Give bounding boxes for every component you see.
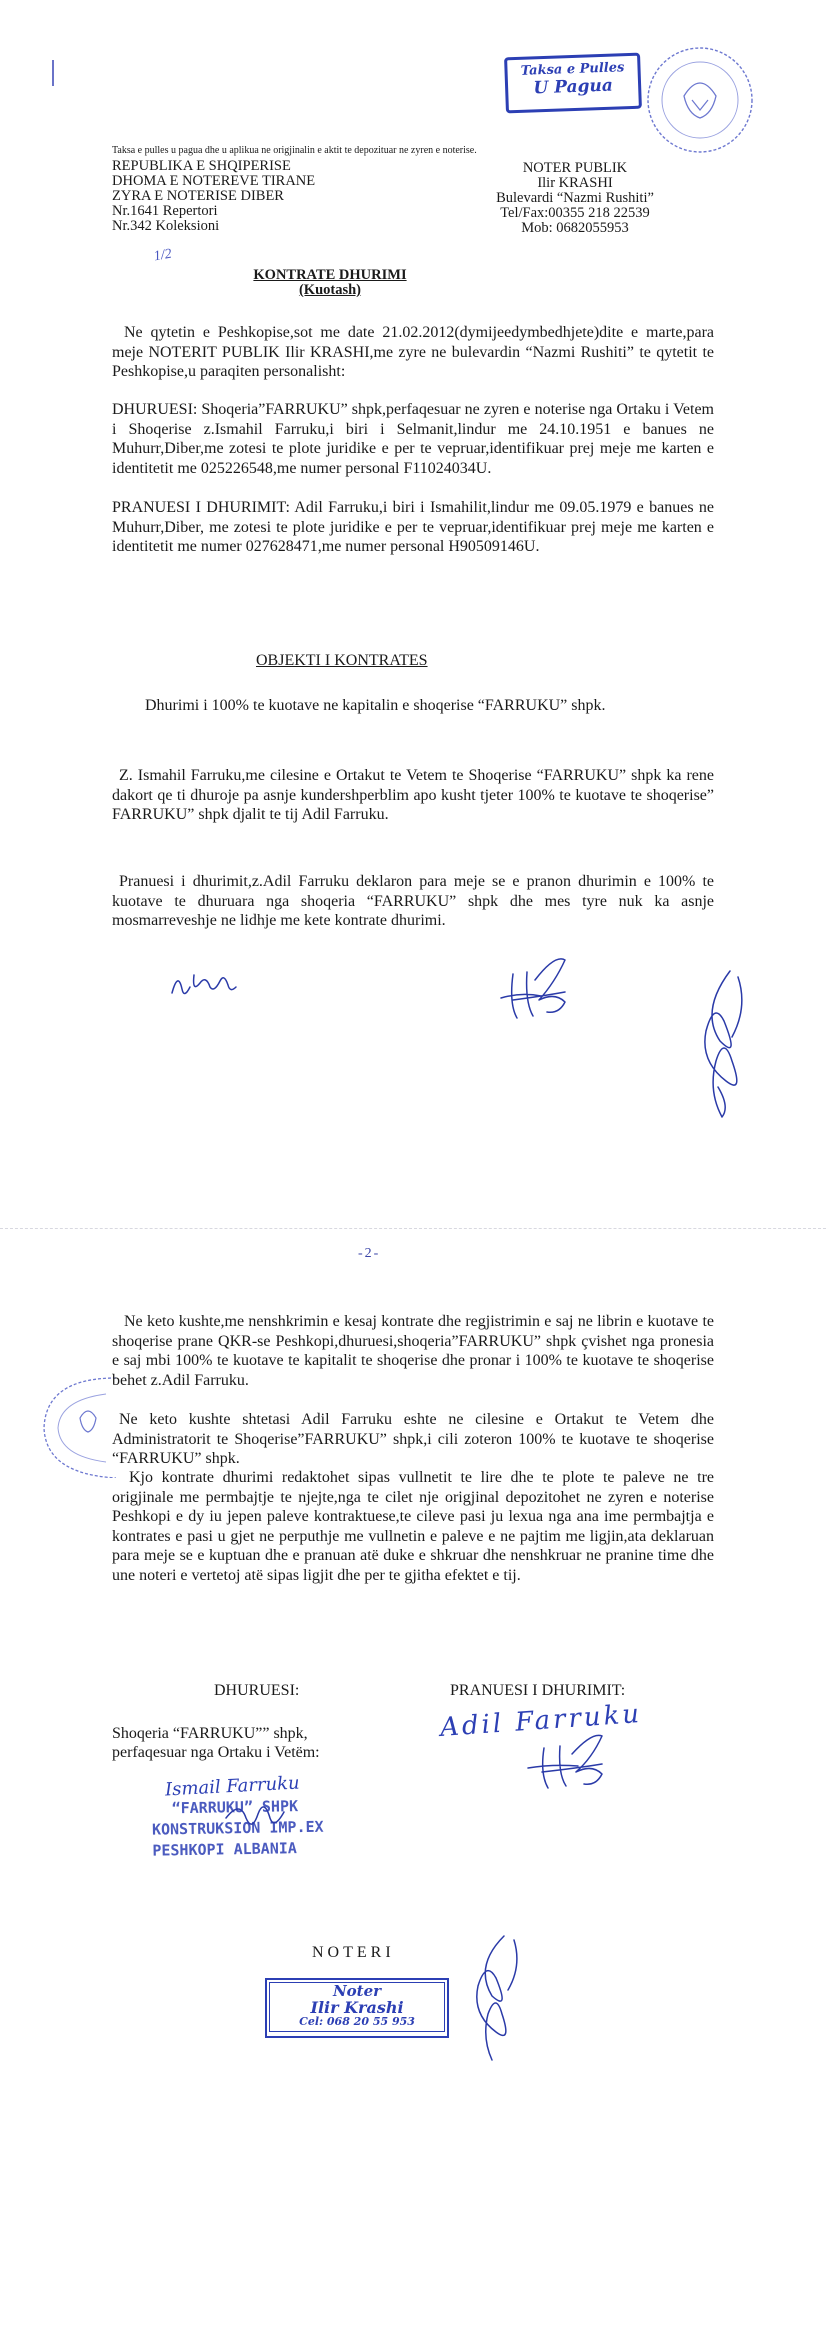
header-right — [440, 161, 710, 236]
initials-signature-1 — [168, 965, 248, 1010]
donor-signature — [220, 1788, 300, 1838]
donor-company-line: Shoqeria “FARRUKU”” shpk, — [112, 1725, 308, 1742]
handwritten-mark: 1/2 — [152, 246, 173, 265]
recipient-signature — [520, 1738, 640, 1808]
page-2 — [0, 1290, 826, 2338]
notary-signature — [460, 1930, 550, 2070]
object-heading: OBJEKTI I KONTRATES — [256, 652, 428, 669]
header-right-line: Mob: 0682055953 — [521, 220, 629, 236]
notary-label: NOTERI — [312, 1944, 395, 1961]
margin-mark — [52, 60, 54, 86]
donor-paragraph: DHURUESI: Shoqeria”FARRUKU” shpk,perfaqesuar ne zyren e noterise nga Ortaku i Vetem i Shoqerise z.Ismahil Farruku,i biri i Selmanit,lindur me 24.10.1951 e banues ne Muhurr,Diber,me zotesi te plote juridike e per te vepruar,identifikuar prej meje me karten e identitetit me 025226548,me numer personal F11024034U. — [112, 401, 714, 477]
header-right-line: Ilir KRASHI — [537, 175, 613, 191]
page-separator — [0, 1228, 826, 1229]
object-paragraph-3: Pranuesi i dhurimit,z.Adil Farruku deklaron para meje se e pranon dhurimin e 100% te kuotave te dhuruara nga shoqeria “FARRUKU” shpk dhe mes tyre nuk ka asnje mosmarreveshje ne lidhje me kete kontrate dhurimi. — [112, 873, 714, 929]
tax-stamp-line-2: U Pagua — [533, 75, 614, 99]
object-paragraph-2: Z. Ismahil Farruku,me cilesine e Ortakut te Vetem te Shoqerise “FARRUKU” shpk ka rene dakort qe ti dhuroje pa asnje kundershperblim apo kusht tjeter 100% te kuotave te shoqerise” FARRUKU” shpk djalit te tij Adil Farruku. — [112, 767, 714, 823]
header-left-line: ZYRA E NOTERISE DIBER — [112, 188, 284, 204]
handwritten-name-left: Ismail Farruku — [164, 1772, 301, 1801]
initials-signature-3 — [690, 965, 770, 1125]
header-right-line: Tel/Fax:00355 218 22539 — [500, 205, 650, 221]
donor-representative-line: perfaqesuar nga Ortaku i Vetëm: — [112, 1744, 320, 1761]
object-paragraph-1: Dhurimi i 100% te kuotave ne kapitalin e shoqerise “FARRUKU” shpk. — [145, 697, 606, 714]
document-title — [180, 268, 480, 298]
header-left — [112, 159, 412, 234]
header-right-line: Bulevardi “Nazmi Rushiti” — [496, 190, 654, 206]
company-stamp-line-3: PESHKOPI ALBANIA — [152, 1839, 298, 1860]
tax-stamp-line-1: Taksa e Pulles — [520, 60, 625, 79]
header-left-line: REPUBLIKA E SHQIPERISE — [112, 158, 291, 174]
intro-paragraph: Ne qytetin e Peshkopise,sot me date 21.02.2012(dymijeedymbedhjete)dite e marte,para meje NOTERIT PUBLIK Ilir KRASHI,me zyre ne bulevardin “Nazmi Rushiti” te qytetit te Peshkopise,u paraqiten personalisht: — [112, 324, 714, 380]
page2-paragraph-1: Ne keto kushte,me nenshkrimin e kesaj kontrate dhe regjistrimin e saj ne librin e kuotave te shoqerise prane QKR-se Peshkopi,dhuruesi,shoqeria”FARRUKU” shpk çvishet nga pronesia e saj mbi 100% te kuotave te kapitalit te shoqerise dhe pronar i 100% te kuotave te shoqerise behet z.Adil Farruku. — [112, 1313, 714, 1389]
notary-seal-icon — [640, 40, 760, 160]
header-left-line: Nr.1641 Repertori — [112, 203, 218, 219]
recipient-paragraph: PRANUESI I DHURIMIT: Adil Farruku,i biri i Ismahilit,lindur me 09.05.1979 e banues ne Muhurr,Diber, me zotesi te plote juridike e per te vepruar,identifikuar prej meje me karten e identitetit me numer 027628471,me numer personal H90509146U. — [112, 499, 714, 555]
donor-signature-label: DHURUESI: — [214, 1682, 300, 1699]
tax-note: Taksa e pulles u pagua dhe u aplikua ne origjinalin e aktit te depozituar ne zyren e noterise. — [112, 145, 477, 156]
header-left-line: Nr.342 Koleksioni — [112, 218, 220, 234]
title: KONTRATE DHURIMI — [253, 267, 407, 283]
header-right-line: NOTER PUBLIK — [522, 160, 628, 176]
company-stamp-line-1: “FARRUKU” SHPK — [171, 1797, 299, 1818]
subtitle: (Kuotash) — [298, 282, 362, 298]
page-marker: -2- — [358, 1246, 381, 1261]
recipient-signature-label: PRANUESI I DHURIMIT: — [450, 1682, 626, 1699]
notary-stamp-line-1: Noter — [332, 1982, 382, 2000]
notary-stamp-line-2: Ilir Krashi — [310, 1998, 404, 2017]
notary-stamp-line-3: Cel: 068 20 55 953 — [299, 2015, 415, 2028]
tax-paid-stamp — [504, 53, 642, 114]
notary-stamp — [265, 1978, 449, 2038]
handwritten-name-right: Adil Farruku — [439, 1698, 644, 1744]
page2-paragraph-2: Ne keto kushte shtetasi Adil Farruku eshte ne cilesine e Ortakut te Vetem dhe Administratorit te Shoqerise”FARRUKU” shpk,i cili zoteron 100% te kuotave te shoqerise “FARRUKU” shpk. — [112, 1411, 714, 1467]
company-stamp-line-2: KONSTRUKSION IMP.EX — [151, 1817, 324, 1839]
initials-signature-2 — [495, 960, 605, 1035]
header-left-line: DHOMA E NOTEREVE TIRANE — [112, 173, 316, 189]
page2-paragraph-3: Kjo kontrate dhurimi redaktohet sipas vullnetit te lire dhe te plote te paleve ne tre origjinale me permbajtje te njejte,nga te cilet nje origjinal depozitohet ne zyren e noterise Peshkopi e dy iu jepen paleve kontraktuese,te cileve pasi ju lexua nga ana ime permbajtja e kontrates e pasi u gjet ne perputhje me vullnetin e paleve e ne pajtim me ligjin,ata deklaruan para meje se e kuptuan dhe e pranuan atë duke e shkruar dhe nenshkruar ne pranine time dhe une noteri e vertetoj atë sipas ligjit dhe per te gjitha efektet e tij. — [112, 1469, 714, 1584]
